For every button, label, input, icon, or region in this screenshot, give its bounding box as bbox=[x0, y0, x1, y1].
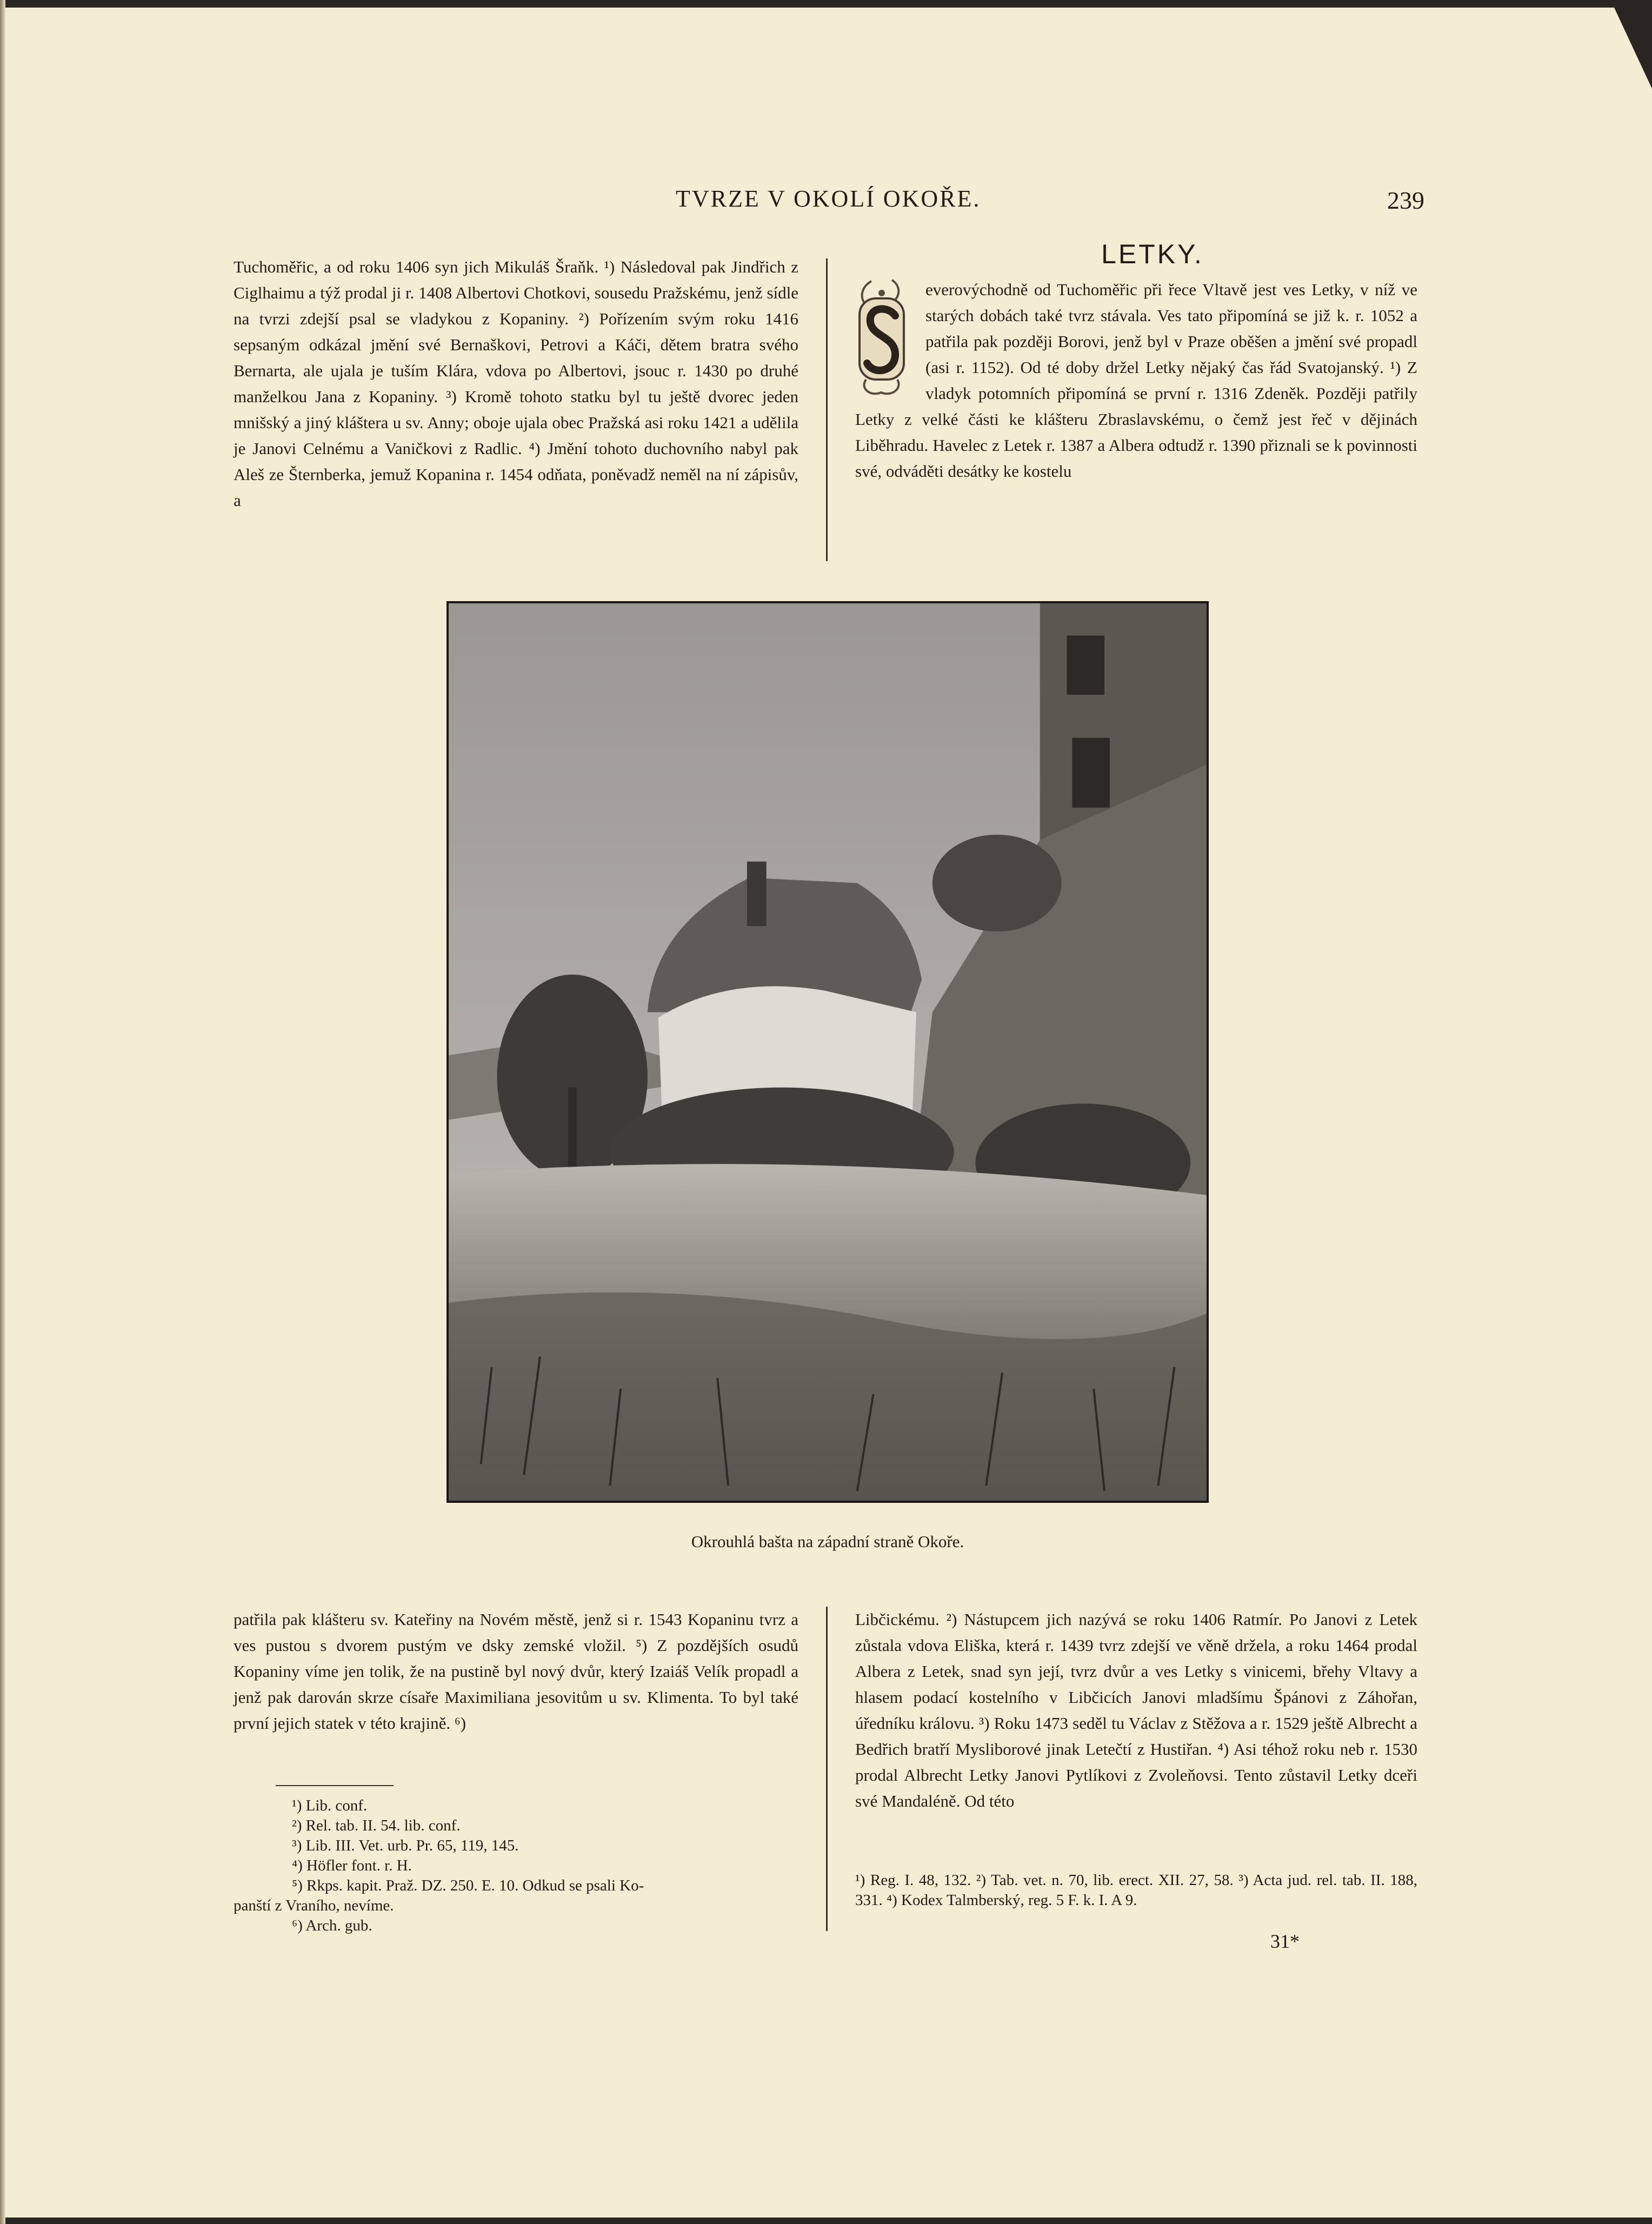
footnotes-left bbox=[234, 1796, 798, 1936]
page-corner-fold bbox=[1614, 8, 1652, 89]
signature-mark: 31* bbox=[1270, 1930, 1300, 1952]
scan-left-edge bbox=[0, 0, 5, 2224]
footnote: ⁶) Arch. gub. bbox=[292, 1917, 372, 1934]
footnote: ⁴) Höfler font. r. H. bbox=[292, 1857, 412, 1874]
ornamental-initial bbox=[850, 277, 914, 399]
section-title: LETKY. bbox=[1101, 239, 1204, 269]
running-title: TVRZE V OKOLÍ OKOŘE. bbox=[676, 185, 981, 212]
footnote-rule bbox=[276, 1785, 394, 1786]
scan-top-edge bbox=[0, 0, 1652, 8]
page-number: 239 bbox=[1387, 187, 1424, 214]
paragraph: Libčickému. ²) Nástupcem jich nazývá se roku 1406 Ratmír. Po Janovi z Letek zůstala vdova Eliška, která r. 1439 tvrz zdejší ve věně držela, a roku 1464 prodal Albera z Letek, snad syn její, tvrz dvůr a ves Letky s vinicemi, břehy Vltavy a hlasem podací kostelního v Libčicích Janovi mladšímu Špánovi z Záhořan, úředníku královu. ³) Roku 1473 seděl tu Václav z Stěžova a r. 1529 ještě Albrecht a Bedřich bratří Mysliborové jinak Letečtí z Hustiřan. ⁴) Asi téhož roku neb r. 1530 prodal Albrecht Letky Janovi Pytlíkovi z Zvoleňovsi. Tento zůstavil Letky dceři své Mandaléně. Od této bbox=[855, 1610, 1417, 1810]
column-left-bottom bbox=[234, 1607, 798, 1736]
footnote: ⁵) Rkps. kapit. Praž. DZ. 250. E. 10. Odkud se psali Ko- bbox=[292, 1877, 644, 1894]
engraving-illustration bbox=[447, 601, 1209, 1503]
footnote-continuation: panští z Vraního, nevíme. bbox=[234, 1897, 394, 1914]
paragraph: patřila pak klášteru sv. Kateřiny na Novém městě, jenž si r. 1543 Kopaninu tvrz a ves pustou s dvorem pustým ve dsky zemské vložil. ⁵) Z pozdějších osudů Kopaniny víme jen tolik, že na pustině byl nový dvůr, který Izaiáš Velík propadl a jenž pak darován skrze císaře Maximiliana jesovitům u sv. Klimenta. To byl také první jejich statek v této krajině. ⁶) bbox=[234, 1610, 798, 1733]
scan-bottom-edge bbox=[0, 2218, 1652, 2224]
paragraph: Tuchoměřic, a od roku 1406 syn jich Mikuláš Šraňk. ¹) Následoval pak Jindřich z Ciglhaimu a týž prodal ji r. 1408 Albertovi Chotkovi, sousedu Pražskému, jenž sídle na tvrzi zdejší psal se vladykou z Kopaniny. ²) Pořízením svým roku 1416 sepsaným odkázal jmění své Bernaškovi, Petrovi a Káči, dětem bratra svého Bernarta, ale ujala je tuším Klára, vdova po Albertovi, jsouc r. 1430 po druhé manželkou Jana z Kopaniny. ³) Kromě tohoto statku byl tu ještě dvorec jeden mnišský a jiný kláštera u sv. Anny; oboje ujala obec Pražská asi roku 1421 a udělila je Janovi Celnému a Vaničkovi z Radlic. ⁴) Jmění tohoto duchovního nabyl pak Aleš ze Šternberka, jemuž Kopanina r. 1454 odňata, poněvadž neměl na ní zápisův, a bbox=[234, 257, 798, 510]
section-paragraph: everovýchodně od Tuchoměřic při řece Vltavě jest ves Letky, v níž ve starých dobách také tvrz stávala. Ves tato připomíná se již k. r. 1052 a patřila pak později Borovi, jenž byl v Praze oběšen a jmění své propadl (asi r. 1152). Od té doby držel Letky nějaký čas řád Svatojanský. ¹) Z vladyk potomních připomíná se první r. 1316 Zdeněk. Později patřily Letky z velké části ke klášteru Zbraslavskému, o čemž jest řeč v dějinách Liběhradu. Havelec z Letek r. 1387 a Albera odtudž r. 1390 přiznali se k povinnosti své, odváděti desátky ke kostelu bbox=[855, 280, 1417, 481]
footnote: ¹) Lib. conf. bbox=[292, 1797, 368, 1814]
footnote: ²) Rel. tab. II. 54. lib. conf. bbox=[292, 1817, 461, 1834]
column-rule-bottom bbox=[826, 1607, 828, 1931]
footnote: ³) Lib. III. Vet. urb. Pr. 65, 119, 145. bbox=[292, 1837, 519, 1854]
column-rule-top bbox=[826, 258, 828, 561]
column-right-bottom bbox=[855, 1607, 1417, 1814]
footnotes-right: ¹) Reg. I. 48, 132. ²) Tab. vet. n. 70, lib. erect. XII. 27, 58. ³) Acta jud. rel. tab. II. 188, 331. ⁴) Kodex Talmberský, reg. 5 F. k. I. A 9. bbox=[855, 1872, 1417, 1909]
illustration-caption: Okrouhlá bašta na západní straně Okoře. bbox=[691, 1532, 964, 1551]
engraving-artwork bbox=[449, 603, 1207, 1501]
column-right-top bbox=[855, 238, 1417, 484]
column-left-top bbox=[234, 254, 798, 514]
